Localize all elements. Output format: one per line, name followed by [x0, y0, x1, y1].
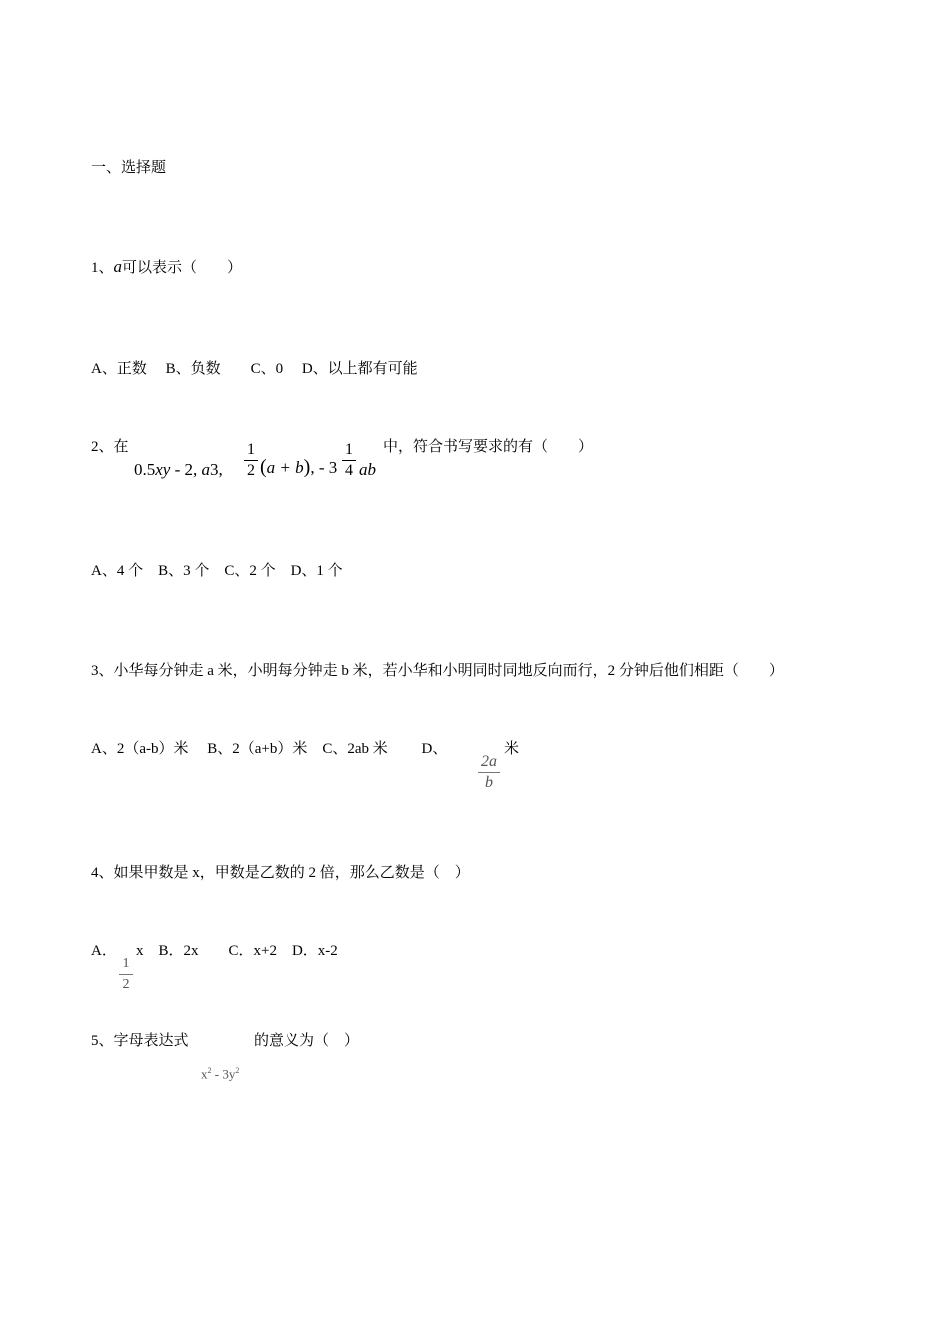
q2-a-plus-b: a + b	[266, 458, 304, 477]
q3-options: A、2（a-b）米 B、2（a+b）米 C、2ab 米 D、	[91, 741, 448, 757]
q5-expression	[201, 1066, 239, 1082]
q4-fraction-half: 1 2	[119, 955, 133, 994]
section-title: 一、选择题	[91, 160, 167, 176]
q2-suffix: 中，符合书写要求的有（ ）	[383, 439, 594, 455]
q5-prefix: 5、字母表达式	[91, 1033, 189, 1049]
q4-options-rest: x B．2x C．x+2 D．x-2	[136, 943, 338, 959]
q2-options: A、4 个 B、3 个 C、2 个 D、1 个	[91, 563, 343, 579]
q1-options: A、正数 B、负数 C、0 D、以上都有可能	[91, 361, 418, 377]
q5-x: x	[201, 1066, 208, 1082]
q1-prefix: 1、	[91, 260, 114, 276]
q2-ab: ab	[359, 460, 376, 479]
q1-text: 可以表示（ ）	[122, 260, 243, 276]
q4-option-a-label: A．	[91, 943, 117, 959]
q2-term-2: a	[201, 460, 211, 479]
q2-term-1: 0.5	[134, 460, 156, 479]
q5-minus-3y: - 3y	[211, 1066, 236, 1082]
question-3: 3、小华每分钟走 a 米，小明每分钟走 b 米，若小华和小明同时同地反向而行，2 分钟后他们相距（ ）	[91, 663, 784, 679]
q2-prefix: 2、在	[91, 439, 129, 455]
q3-fraction-2a-over-b: 2a b	[478, 753, 500, 792]
question-4: 4、如果甲数是 x，甲数是乙数的 2 倍，那么乙数是（ ）	[91, 865, 470, 881]
q1-variable: a	[113, 257, 123, 276]
q3-unit: 米	[504, 741, 520, 757]
q2-term-1-var: xy	[155, 460, 171, 479]
q5-sup-1: 2	[207, 1066, 212, 1075]
q5-suffix: 的意义为（ ）	[254, 1033, 360, 1049]
q2-right-paren: )	[303, 456, 311, 478]
question-1	[91, 257, 242, 278]
q5-sup-2: 2	[235, 1066, 240, 1075]
q2-separator: , - 3	[310, 458, 338, 477]
q2-fraction-quarter: 1 4	[342, 441, 356, 480]
q2-fraction-half: 1 2	[244, 441, 258, 480]
q2-term-2b: 3,	[210, 460, 223, 479]
q2-term-1b: - 2,	[170, 460, 202, 479]
q2-left-paren: (	[260, 456, 267, 478]
